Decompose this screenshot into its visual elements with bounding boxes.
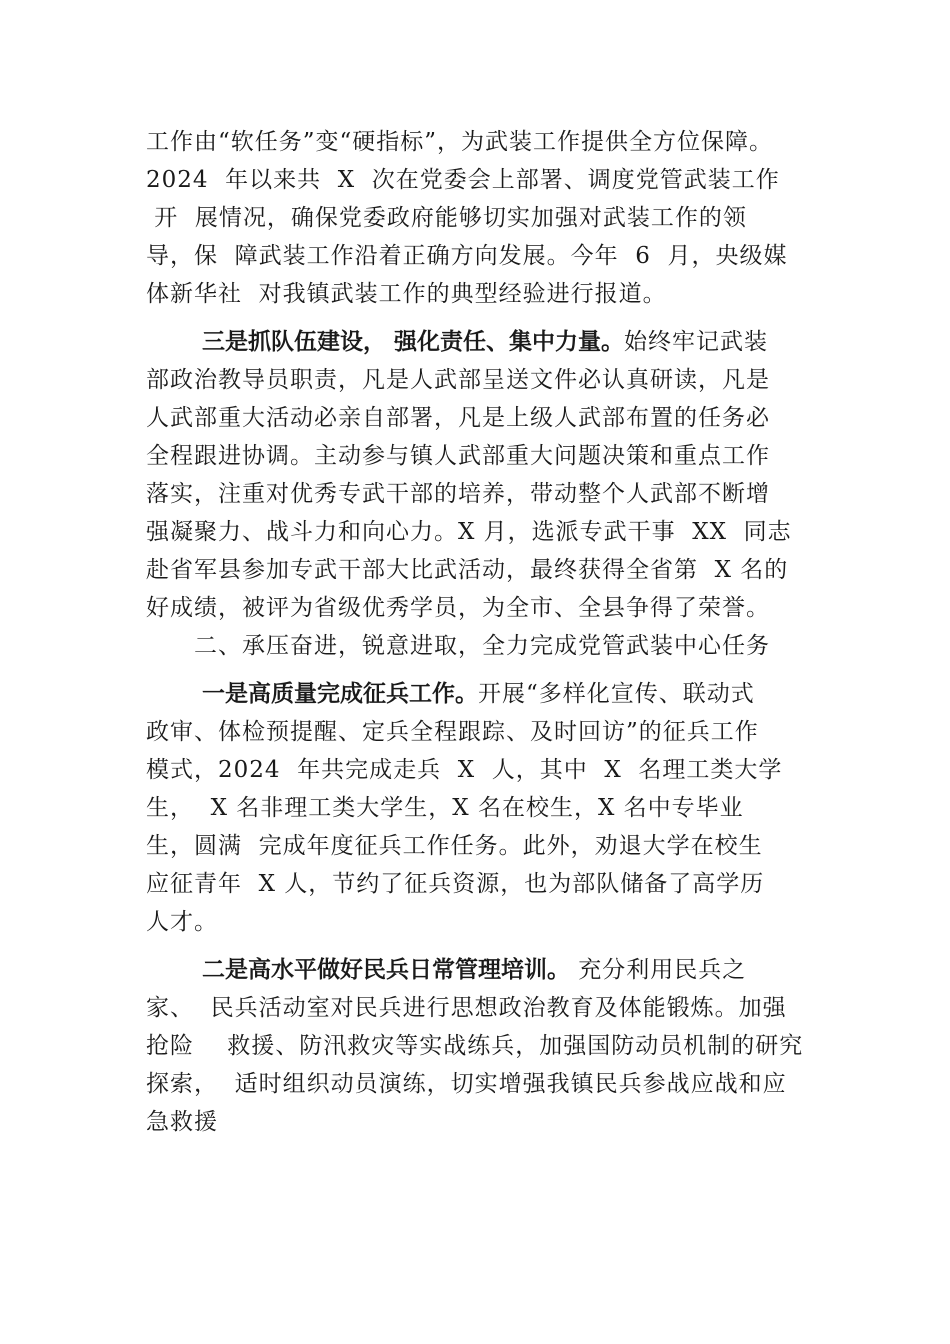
text-line: 抢险 救援、防汛救灾等实战练兵，加强国防动员机制的研究 <box>146 1033 804 1059</box>
text-fragment: 充分利用民兵之 <box>570 957 747 983</box>
text-line: 体新华社 对我镇武装工作的典型经验进行报道。 <box>146 281 667 307</box>
text-line: 家、 民兵活动室对民兵进行思想政治教育及体能锻炼。加强 <box>146 995 787 1021</box>
section-heading: 一是高质量完成征兵工作。 <box>202 681 478 707</box>
text-line: 部政治教导员职责，凡是人武部呈送文件必认真研读，凡是 <box>146 367 770 393</box>
text-line: 人才。 <box>146 909 218 935</box>
text-line: 应征青年 X 人，节约了征兵资源，也为部队储备了高学历 <box>146 871 765 897</box>
paragraph-section1-tail <box>146 123 836 313</box>
text-line: 好成绩，被评为省级优秀学员，为全市、全县争得了荣誉。 <box>146 595 770 621</box>
text-line: 政审、体检预提醒、定兵全程跟踪、及时回访”的征兵工作 <box>146 719 759 745</box>
paragraph-first-line <box>146 951 836 989</box>
text-line: 生，圆满 完成年度征兵工作任务。此外，劝退大学在校生 <box>146 833 763 859</box>
text-fragment: 始终牢记武装 <box>624 329 769 355</box>
section-heading: 二是高水平做好民兵日常管理培训。 <box>202 957 570 983</box>
text-line: 强凝聚力、战斗力和向心力。X 月，选派专武干事 XX 同志 <box>146 519 792 545</box>
text-line: 生， X 名非理工类大学生，X 名在校生，X 名中专毕业 <box>146 795 744 821</box>
paragraph-section-one <box>146 675 836 941</box>
text-line: 全程跟进协调。主动参与镇人武部重大问题决策和重点工作 <box>146 443 770 469</box>
paragraph-first-line <box>146 323 836 361</box>
text-line: 急救援 <box>146 1109 218 1135</box>
text-line: 人武部重大活动必亲自部署，凡是上级人武部布置的任务必 <box>146 405 770 431</box>
text-line: 赴省军县参加专武干部大比武活动，最终获得全省第 X 名的 <box>146 557 789 583</box>
text-line: 开 展情况，确保党委政府能够切实加强对武装工作的领 <box>146 205 747 231</box>
section-heading: 三是抓队伍建设， 强化责任、集中力量。 <box>202 329 625 355</box>
paragraph-section-three <box>146 323 836 627</box>
part-title-text: 二、承压奋进，锐意进取，全力完成党管武装中心任务 <box>194 633 770 659</box>
text-fragment: 开展“多样化宣传、联动式 <box>478 681 755 707</box>
paragraph-first-line <box>146 675 836 713</box>
text-line: 工作由“软任务”变“硬指标”，为武装工作提供全方位保障。 <box>146 129 774 155</box>
part-title <box>146 627 836 665</box>
text-line: 探索， 适时组织动员演练，切实增强我镇民兵参战应战和应 <box>146 1071 787 1097</box>
text-line: 落实，注重对优秀专武干部的培养，带动整个人武部不断增 <box>146 481 770 507</box>
paragraph-section-two <box>146 951 836 1141</box>
text-line: 导，保 障武装工作沿着正确方向发展。今年 6 月，央级媒 <box>146 243 788 269</box>
document-page <box>146 123 836 1141</box>
text-line: 2024 年以来共 X 次在党委会上部署、调度党管武装工作 <box>146 167 780 193</box>
text-line: 模式，2024 年共完成走兵 X 人，其中 X 名理工类大学 <box>146 757 783 783</box>
